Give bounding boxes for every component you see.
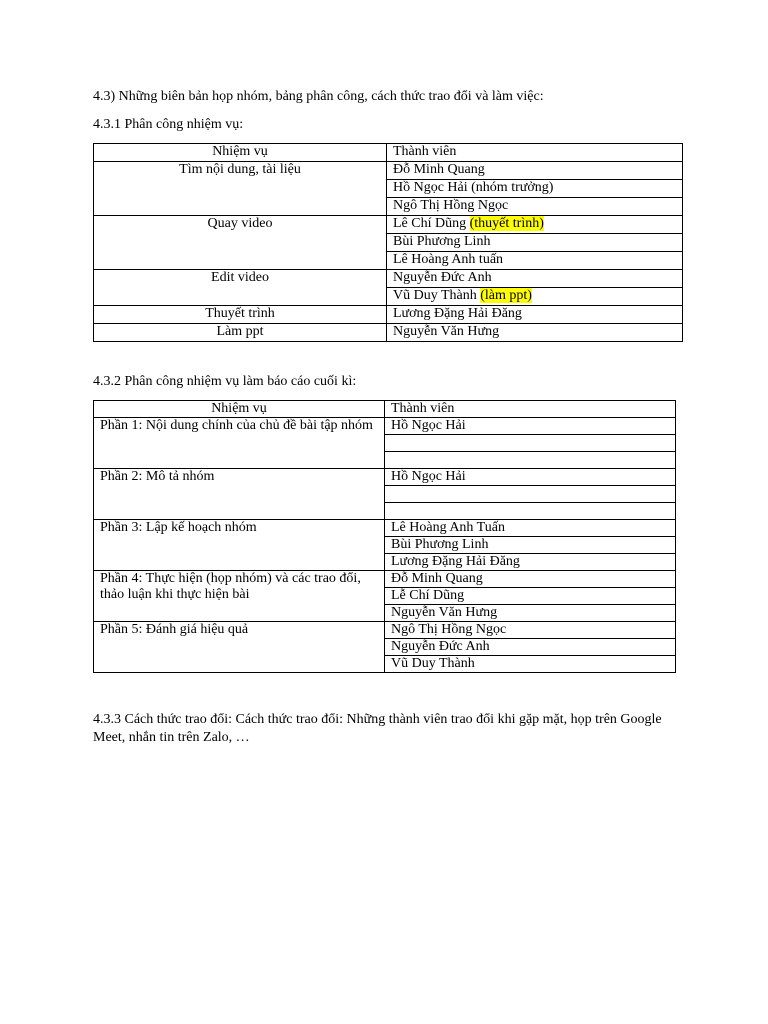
header-member: Thành viên [387, 144, 683, 162]
table-row [94, 270, 683, 288]
assignment-table [93, 143, 683, 342]
member-name: Vũ Duy Thành [393, 288, 481, 303]
table-row [94, 324, 683, 342]
member-cell: Lê Hoàng Anh Tuấn [385, 520, 676, 537]
member-cell: Ngô Thị Hồng Ngọc [385, 622, 676, 639]
member-cell: Vũ Duy Thành [385, 656, 676, 673]
table-header-row [94, 144, 683, 162]
member-name: Lương Đặng Hải Đăng [393, 306, 522, 321]
member-name: Lê Chí Dũng [393, 216, 470, 231]
header-member: Thành viên [385, 401, 676, 418]
member-name: Nguyễn Văn Hưng [393, 324, 500, 339]
member-cell: Đỗ Minh Quang [385, 571, 676, 588]
assignment-table-heading: 4.3.1 Phân công nhiệm vụ: [93, 117, 244, 132]
report-table [93, 400, 676, 673]
member-name: Nguyễn Đức Anh [393, 270, 492, 285]
member-cell [385, 435, 676, 452]
task-cell: Phần 1: Nội dung chính của chủ đề bài tập nhóm [94, 418, 385, 469]
member-name: Lê Hoàng Anh tuấn [393, 252, 504, 267]
task-cell: Làm ppt [94, 324, 387, 342]
member-name: Đỗ Minh Quang [393, 162, 485, 177]
table-row [94, 306, 683, 324]
header-task: Nhiệm vụ [94, 401, 385, 418]
table-header-row [94, 401, 676, 418]
exchange-paragraph: 4.3.3 Cách thức trao đổi: Cách thức trao đổi: Những thành viên trao đổi khi gặp mặt, họp trên Google Meet, nhắn tin trên Zalo, … [93, 712, 662, 745]
task-cell: Thuyết trình [94, 306, 387, 324]
member-cell [387, 270, 683, 288]
task-cell: Phần 5: Đánh giá hiệu quả [94, 622, 385, 673]
member-cell [387, 198, 683, 216]
report-table-heading: 4.3.2 Phân công nhiệm vụ làm báo cáo cuối kì: [93, 374, 357, 389]
task-cell: Phần 3: Lập kế hoạch nhóm [94, 520, 385, 571]
member-cell: Nguyễn Đức Anh [385, 639, 676, 656]
member-cell [385, 503, 676, 520]
highlighted-role-note: (làm ppt) [480, 288, 532, 303]
task-cell: Phần 2: Mô tả nhóm [94, 469, 385, 520]
member-cell [387, 180, 683, 198]
member-cell [387, 162, 683, 180]
member-cell: Lương Đặng Hải Đăng [385, 554, 676, 571]
member-name: Ngô Thị Hồng Ngọc [393, 198, 509, 213]
member-cell: Hồ Ngọc Hải [385, 469, 676, 486]
member-cell: Hồ Ngọc Hải [385, 418, 676, 435]
task-cell: Quay video [94, 216, 387, 270]
section-heading: 4.3) Những biên bản họp nhóm, bảng phân công, cách thức trao đổi và làm việc: [93, 89, 544, 104]
task-cell: Tìm nội dung, tài liệu [94, 162, 387, 216]
member-cell [387, 288, 683, 306]
member-cell: Lễ Chí Dũng [385, 588, 676, 605]
table-row [94, 469, 676, 486]
member-name: Hồ Ngọc Hải (nhóm trưởng) [393, 180, 554, 195]
table-row [94, 418, 676, 435]
member-cell: Nguyễn Văn Hưng [385, 605, 676, 622]
table-row [94, 216, 683, 234]
highlighted-role-note: (thuyết trình) [469, 216, 544, 231]
member-cell: Bùi Phương Linh [385, 537, 676, 554]
task-cell: Phần 4: Thực hiện (họp nhóm) và các trao đổi, thảo luận khi thực hiện bài [94, 571, 385, 622]
member-cell [385, 452, 676, 469]
table-row [94, 571, 676, 588]
table-row [94, 520, 676, 537]
member-cell [387, 306, 683, 324]
member-cell [387, 324, 683, 342]
member-cell [387, 234, 683, 252]
member-cell [387, 216, 683, 234]
table-row [94, 622, 676, 639]
member-cell [387, 252, 683, 270]
member-name: Bùi Phương Linh [393, 234, 491, 249]
task-cell: Edit video [94, 270, 387, 306]
table-row [94, 162, 683, 180]
member-cell [385, 486, 676, 503]
header-task: Nhiệm vụ [94, 144, 387, 162]
